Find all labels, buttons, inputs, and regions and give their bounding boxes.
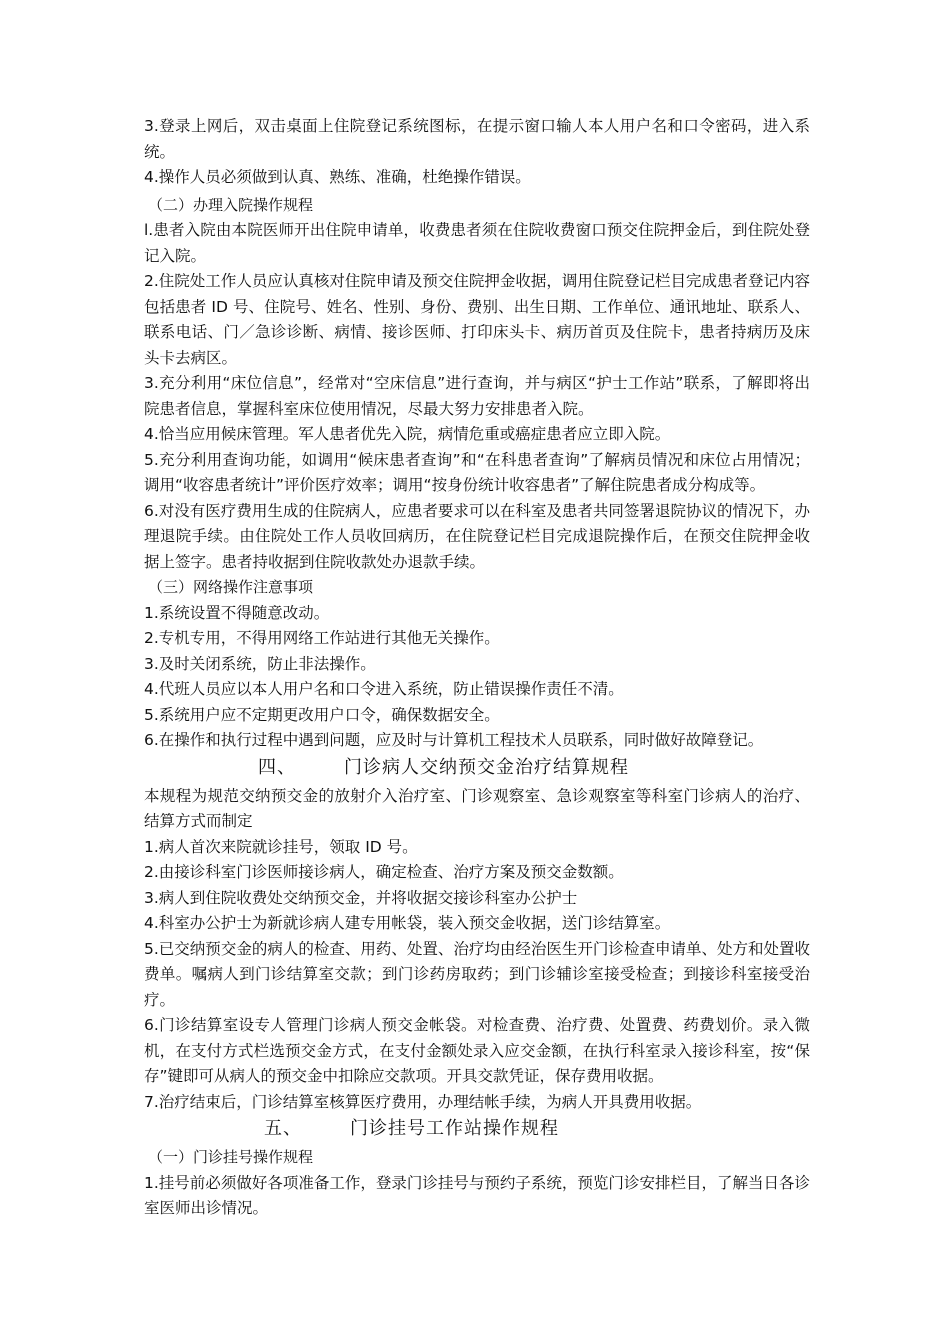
- section-heading-4: [144, 754, 810, 782]
- subheading-admission-procedure: （二）办理入院操作规程: [148, 195, 314, 214]
- paragraph-network-step-1: 1.系统设置不得随意改动。: [144, 603, 330, 622]
- paragraph-section4-step-1: 1.病人首次来院就诊挂号，领取 ID 号。: [144, 837, 418, 856]
- section-title: 门诊挂号工作站操作规程: [350, 1118, 559, 1139]
- paragraph-operator-step-4: 4.操作人员必须做到认真、熟练、准确，杜绝操作错误。: [144, 168, 531, 186]
- paragraph-admission-step-3: 3.充分利用“床位信息”，经常对“空床信息”进行查询，并与病区“护士工作站”联系，了解即将出院患者信息，掌握科室床位使用情况，尽最大努力安排患者入院。: [144, 374, 810, 418]
- paragraph-section4-step-2: 2.由接诊科室门诊医师接诊病人，确定检查、治疗方案及预交金数额。: [144, 863, 624, 881]
- section-number: 四、: [258, 756, 296, 778]
- paragraph-login-step-3: 3.登录上网后，双击桌面上住院登记系统图标，在提示窗口输人本人用户名和口令密码，进入系统。: [144, 117, 810, 161]
- paragraph-network-step-5: 5.系统用户应不定期更改用户口令，确保数据安全。: [144, 705, 500, 724]
- paragraph-admission-step-2: 2.住院处工作人员应认真核对住院申请及预交住院押金收据，调用住院登记栏目完成患者登记内容包括患者 ID 号、住院号、姓名、性别、身份、费别、出生日期、工作单位、通讯地址、联系人、联系电话、门／急诊诊断、病情、接诊医师、打印床头卡、病历首页及住院卡，患者持病历及床头卡去病区。: [144, 272, 810, 367]
- paragraph-admission-step-6: 6.对没有医疗费用生成的住院病人，应患者要求可以在科室及患者共同签署退院协议的情况下，办理退院手续。由住院处工作人员收回病历，在住院登记栏目完成退院操作后，在预交住院押金收据上签字。患者持收据到住院收款处办退款手续。: [144, 501, 810, 571]
- paragraph-section4-step-5: 5.已交纳预交金的病人的检查、用药、处置、治疗均由经治医生开门诊检查申请单、处方和处置收费单。嘱病人到门诊结算室交款；到门诊药房取药；到门诊辅诊室接受检查；到接诊科室接受治疗。: [144, 939, 810, 1009]
- section-number: 五、: [264, 1118, 302, 1139]
- paragraph-section4-step-7: 7.治疗结束后，门诊结算室核算医疗费用，办理结帐手续，为病人开具费用收据。: [144, 1092, 702, 1111]
- paragraph-section4-step-4: 4.科室办公护士为新就诊病人建专用帐袋，装入预交金收据，送门诊结算室。: [144, 914, 671, 932]
- subheading-network-notes: （三）网络操作注意事项: [148, 578, 314, 596]
- section-heading-5: [144, 1115, 810, 1143]
- paragraph-admission-step-4: 4.恰当应用候床管理。军人患者优先入院，病情危重或癌症患者应立即入院。: [144, 425, 671, 443]
- subheading-registration-procedure: （一）门诊挂号操作规程: [148, 1148, 314, 1166]
- paragraph-network-step-2: 2.专机专用，不得用网络工作站进行其他无关操作。: [144, 629, 500, 647]
- paragraph-registration-step-1: 1.挂号前必须做好各项准备工作，登录门诊挂号与预约子系统，预览门诊安排栏目，了解当日各诊室医师出诊情况。: [144, 1173, 810, 1217]
- paragraph-network-step-4: 4.代班人员应以本人用户名和口令进入系统，防止错误操作责任不清。: [144, 680, 624, 698]
- section-title: 门诊病人交纳预交金治疗结算规程: [344, 756, 629, 778]
- paragraph-admission-step-1: l.患者入院由本院医师开出住院申请单，收费患者须在住院收费窗口预交住院押金后，到住院处登记入院。: [144, 221, 810, 265]
- paragraph-section4-step-3: 3.病人到住院收费处交纳预交金，并将收据交接诊科室办公护士: [144, 888, 578, 907]
- paragraph-network-step-6: 6.在操作和执行过程中遇到问题，应及时与计算机工程技术人员联系，同时做好故障登记。: [144, 731, 764, 749]
- paragraph-network-step-3: 3.及时关闭系统，防止非法操作。: [144, 654, 376, 673]
- paragraph-admission-step-5: 5.充分利用查询功能，如调用“候床患者查询”和“在科患者查询”了解病员情况和床位占用情况；调用“收容患者统计”评价医疗效率；调用“按身份统计收容患者”了解住院患者成分构成等。: [144, 450, 810, 494]
- paragraph-section4-step-6: 6.门诊结算室设专人管理门诊病人预交金帐袋。对检查费、治疗费、处置费、药费划价。录入微机，在支付方式栏选预交金方式，在支付金额处录入应交金额，在执行科室录入接诊科室，按“保存”键即可从病人的预交金中扣除应交款项。开具交款凭证，保存费用收据。: [144, 1016, 810, 1085]
- paragraph-section4-intro: 本规程为规范交纳预交金的放射介入治疗室、门诊观察室、急诊观察室等科室门诊病人的治疗、结算方式而制定: [144, 786, 810, 830]
